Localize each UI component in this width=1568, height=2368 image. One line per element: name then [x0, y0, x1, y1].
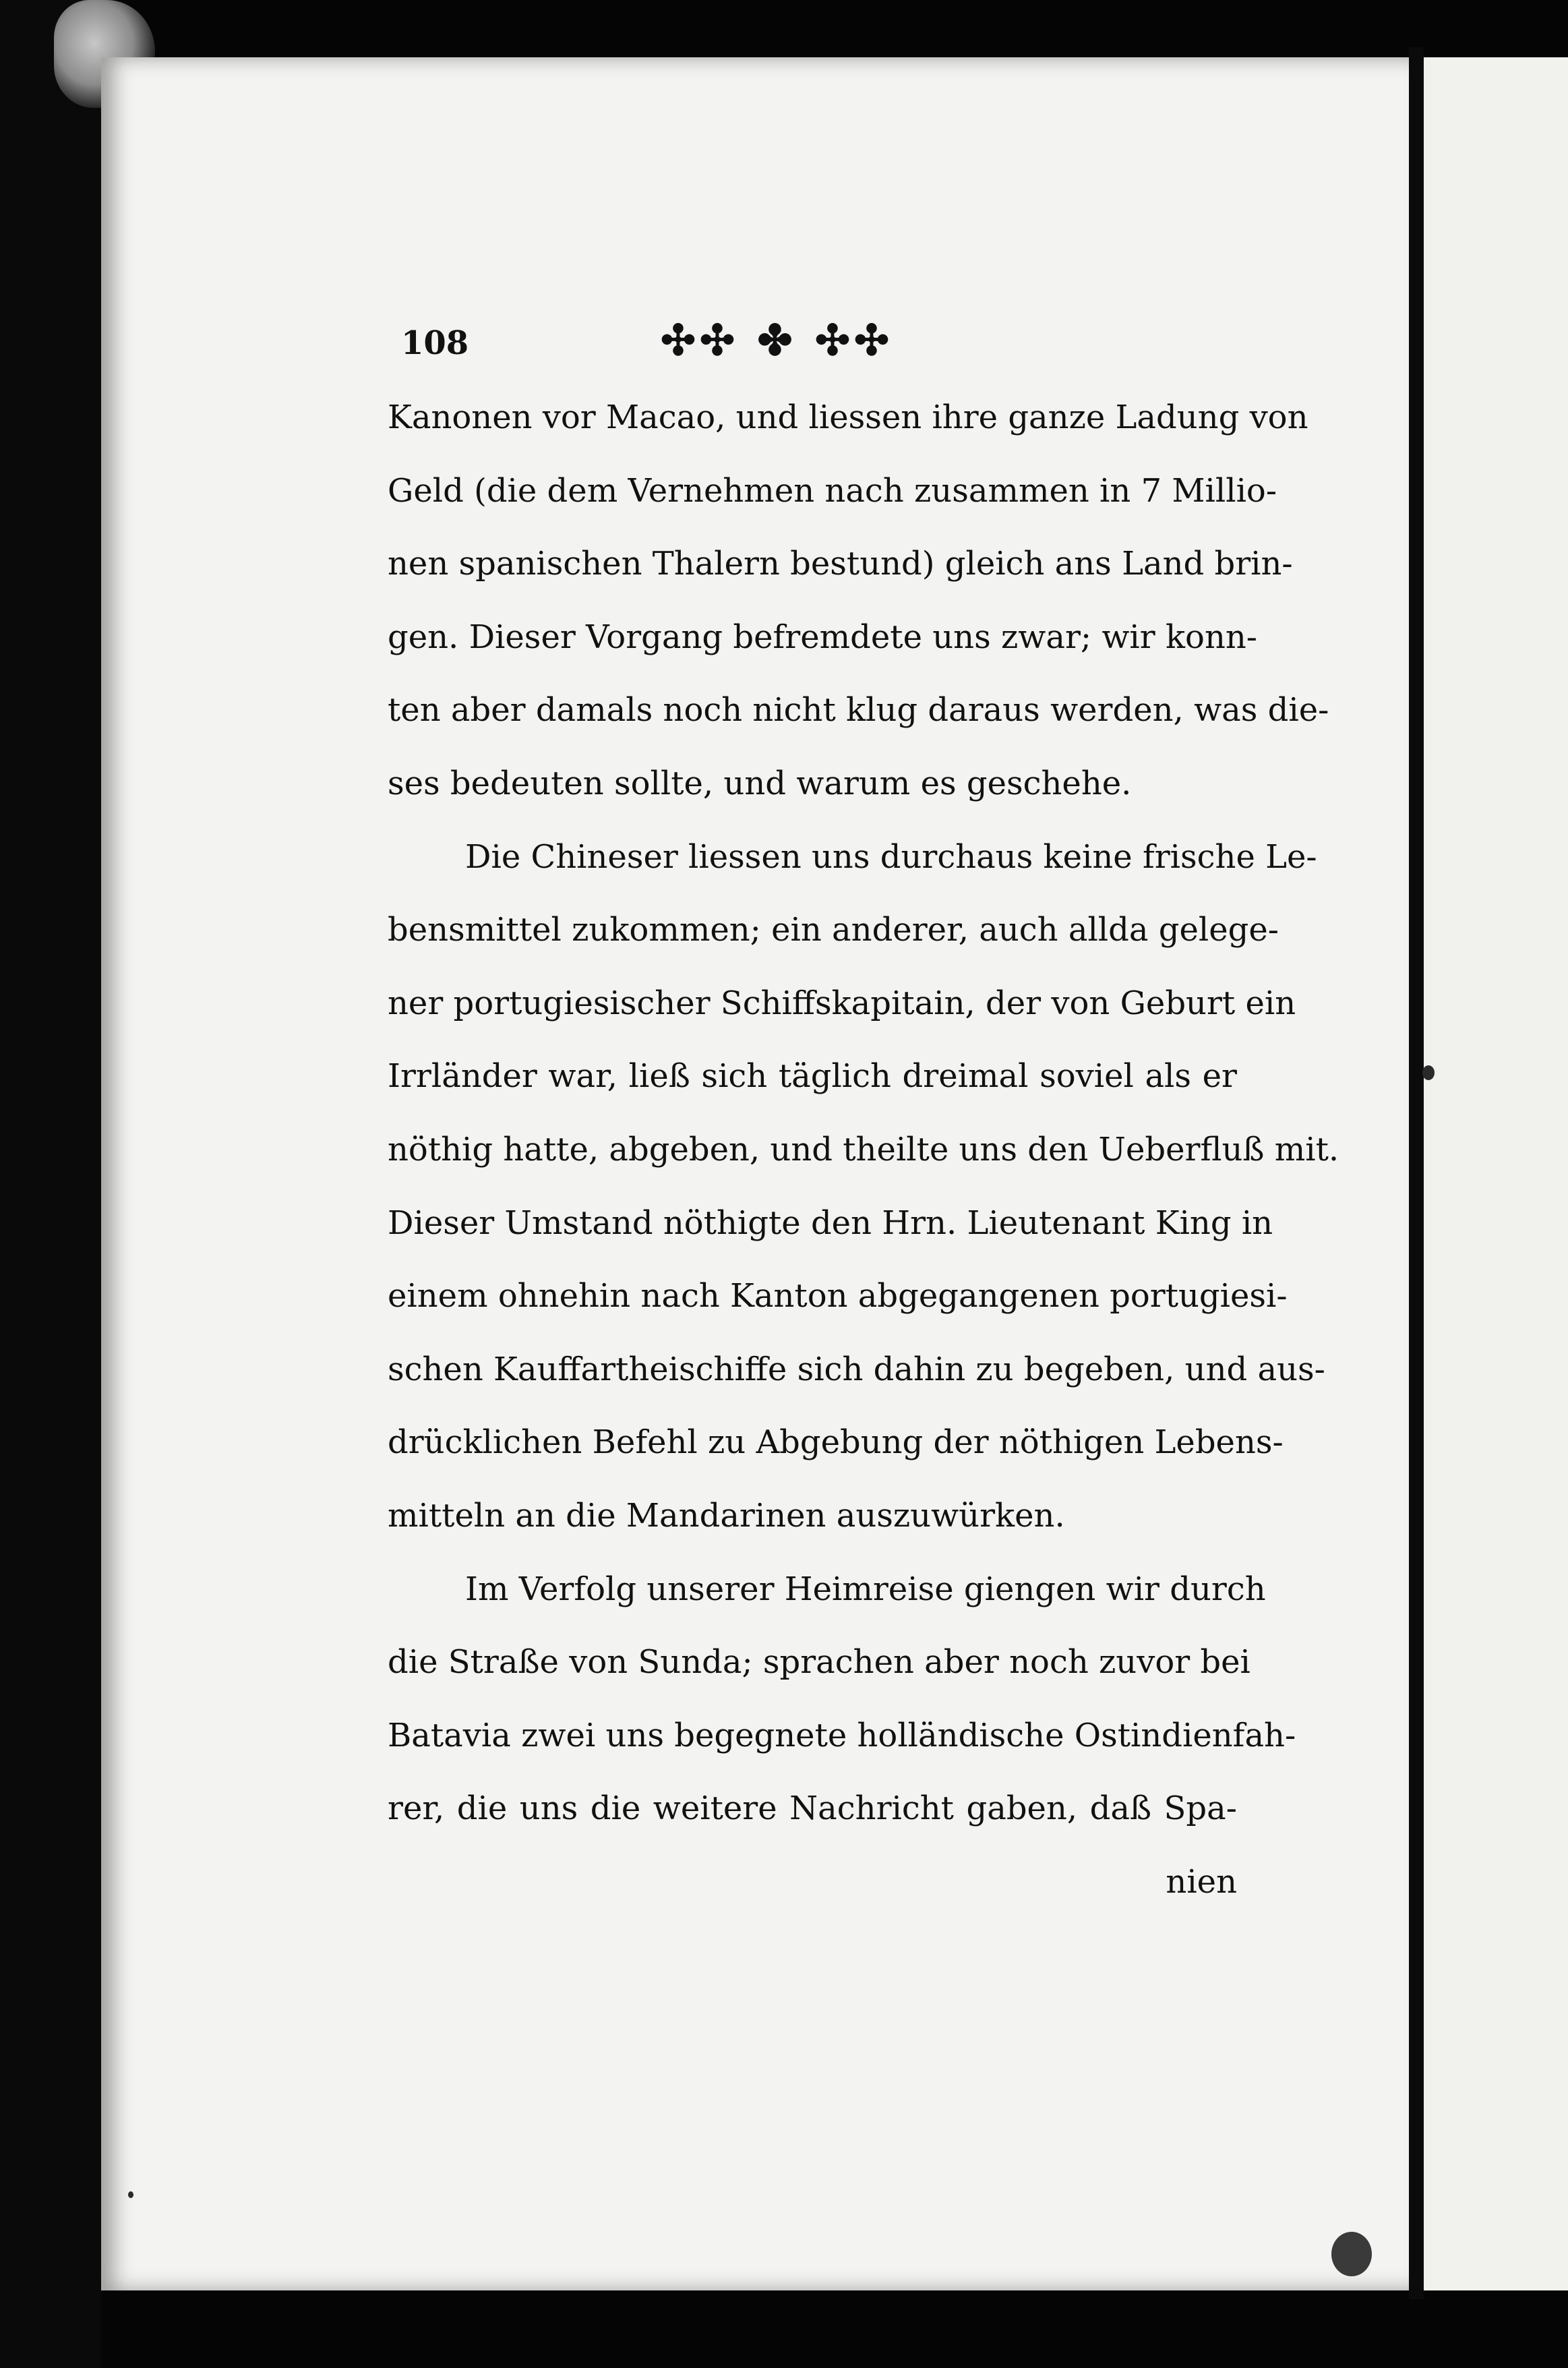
text-line: Kanonen vor Macao, und liessen ihre ganze Ladung von [388, 398, 1308, 436]
text-line: ten aber damals noch nicht klug daraus werden, was die- [388, 691, 1329, 730]
text-line: Geld (die dem Vernehmen nach zusammen in 7 Millio- [388, 471, 1277, 510]
running-header [388, 307, 1237, 381]
text-line: Im Verfolg unserer Heimreise giengen wir durch [465, 1570, 1266, 1608]
ink-stain [1331, 2232, 1372, 2276]
text-line: Irrländer war, ließ sich täglich dreimal soviel als er [388, 1057, 1237, 1096]
page-text-block [388, 307, 1339, 1918]
text-line: nöthig hatte, abgeben, und theilte uns den Ueberfluß mit. [388, 1130, 1339, 1168]
text-line: nen spanischen Thalern bestund) gleich ans Land brin- [388, 545, 1293, 583]
text-line: gen. Dieser Vorgang befremdete uns zwar; wir konn- [388, 618, 1257, 656]
text-line: ner portugiesischer Schiffskapitain, der von Geburt ein [388, 984, 1296, 1022]
text-line: Die Chineser liessen uns durchaus keine frische Le- [465, 837, 1317, 876]
text-line: einem ohnehin nach Kanton abgegangenen portugiesi- [388, 1277, 1288, 1315]
text-line: rer, die uns die weitere Nachricht gaben, daß Spa- [388, 1789, 1237, 1828]
text-line: die Straße von Sunda; sprachen aber noch zuvor bei [388, 1643, 1250, 1682]
page-number: 108 [401, 324, 469, 362]
text-line: schen Kauffartheischiffe sich dahin zu begeben, und aus- [388, 1350, 1325, 1388]
text-line: Batavia zwei uns begegnete holländische Ostindienfah- [388, 1716, 1296, 1754]
text-line: drücklichen Befehl zu Abgebung der nöthigen Lebens- [388, 1423, 1284, 1462]
text-line: mitteln an die Mandarinen auszuwürken. [388, 1496, 1065, 1535]
book-edge-left [0, 0, 101, 2368]
ink-stain [128, 2191, 133, 2198]
text-line: Dieser Umstand nöthigte den Hrn. Lieutenant King in [388, 1204, 1273, 1242]
ink-stain [1422, 1065, 1435, 1080]
text-line: ses bedeuten sollte, und warum es geschehe. [388, 764, 1132, 802]
text-line: bensmittel zukommen; ein anderer, auch allda gelege- [388, 911, 1279, 949]
book-gutter [1409, 47, 1424, 2299]
header-ornament: ✣✣ ✤ ✣✣ [661, 316, 893, 365]
facing-page [1424, 57, 1568, 2290]
catchword: nien [1166, 1862, 1237, 1901]
